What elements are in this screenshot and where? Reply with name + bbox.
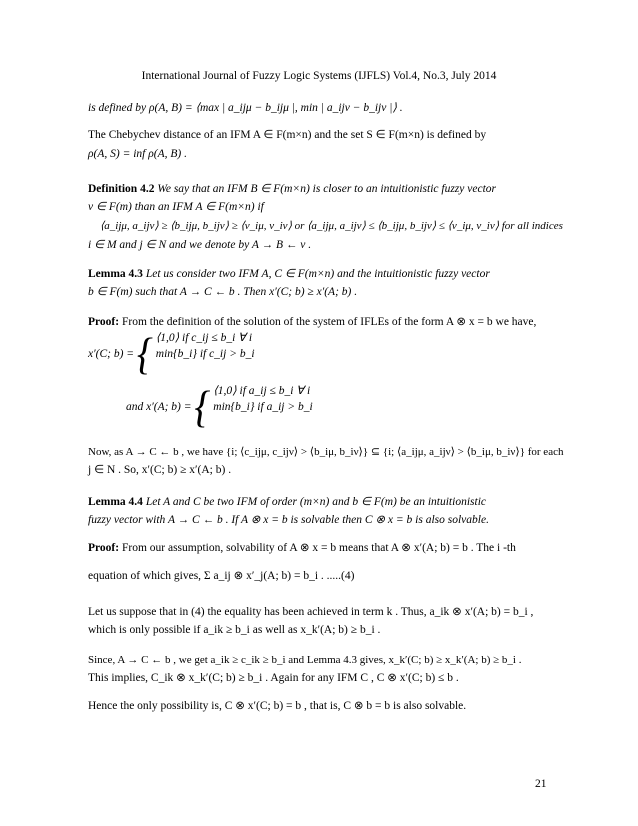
rho-definition-line: is defined by ρ(A, B) = ⟨max | a_ijμ − b_ijμ |, min | a_ijν − b_ijν |⟩ . [88, 102, 403, 114]
lemma-4-3 [88, 266, 558, 282]
lemma-4-4-body: Let A and C be two IFM of order (m×n) and b ∈ F(m) be an intuitionistic [142, 496, 486, 508]
eq2-lhs: and x′(A; b) = [126, 401, 192, 413]
definition-line-4: i ∈ M and j ∈ N and we denote by A → B ← v . [88, 239, 312, 251]
definition-line-3: ⟨a_ijμ, a_ijν⟩ ≥ ⟨b_ijμ, b_ijν⟩ ≥ ⟨v_iμ, v_iν⟩ or ⟨a_ijμ, a_ijν⟩ ≤ ⟨b_ijμ, b_ijν⟩ ≤ ⟨v_iμ, v_iν⟩ for all indices [100, 220, 563, 232]
running-header: International Journal of Fuzzy Logic Systems (IJFLS) Vol.4, No.3, July 2014 [141, 70, 497, 82]
lemma-4-4-title: Lemma 4.4 [88, 496, 143, 508]
lemma-4-3-title: Lemma 4.3 [88, 268, 143, 280]
definition-line-2: v ∈ F(m) than an IFM A ∈ F(m×n) if [88, 201, 264, 213]
eq2-cases [213, 383, 312, 431]
implies-line: This implies, C_ik ⊗ x_k′(C; b) ≥ b_i . Again for any IFM C , C ⊗ x′(C; b) ≤ b . [88, 672, 459, 684]
left-brace: { [136, 328, 153, 379]
definition-4-2 [88, 181, 558, 197]
eq1-case-1: ⟨1,0⟩ if c_ij ≤ b_i ∀ i [155, 332, 253, 344]
since-line: Since, A → C ← b , we get a_ik ≥ c_ik ≥ b_i and Lemma 4.3 gives, x_k′(C; b) ≥ x_k′(A; b) ≥ b_i . [88, 654, 522, 666]
proof-title: Proof: [88, 316, 120, 328]
proof-2-line [88, 540, 558, 556]
definition-title: Definition 4.2 [88, 183, 155, 195]
proof-1-line [88, 314, 558, 330]
equation-4-line: equation of which gives, Σ a_ij ⊗ x′_j(A; b) = b_i . .....(4) [88, 570, 355, 582]
eq2-case-2: min{b_i} if a_ij > b_i [213, 401, 313, 413]
lemma-4-4 [88, 494, 558, 510]
now-line-2: j ∈ N . So, x′(C; b) ≥ x′(A; b) . [88, 464, 232, 476]
eq2-case-1: ⟨1,0⟩ if a_ij ≤ b_i ∀ i [213, 385, 311, 397]
left-brace: { [194, 381, 211, 432]
proof-title: Proof: [88, 542, 120, 554]
equation-x-a [126, 383, 596, 431]
lemma-4-3-body: Let us consider two IFM A, C ∈ F(m×n) and the intuitionistic fuzzy vector [142, 268, 490, 280]
eq1-cases [156, 330, 255, 378]
equation-x-c [88, 330, 558, 378]
eq1-lhs: x′(C; b) = [88, 348, 135, 360]
rho-inf-line: ρ(A, S) = inf ρ(A, B) . [88, 148, 187, 160]
lemma-4-4-line-2: fuzzy vector with A → C ← b . If A ⊗ x = b is solvable then C ⊗ x = b is also solvable. [88, 514, 489, 526]
chebychev-line: The Chebychev distance of an IFM A ∈ F(m×n) and the set S ∈ F(m×n) is defined by [88, 129, 487, 141]
lemma-4-3-line-2: b ∈ F(m) such that A → C ← b . Then x′(C; b) ≥ x′(A; b) . [88, 286, 358, 298]
eq1-case-2: min{b_i} if c_ij > b_i [155, 348, 255, 360]
proof-body: From our assumption, solvability of A ⊗ x = b means that A ⊗ x′(A; b) = b . The i -th [119, 542, 516, 554]
proof-body: From the definition of the solution of the system of IFLEs of the form A ⊗ x = b we have, [119, 316, 537, 328]
now-line-1: Now, as A → C ← b , we have {i; ⟨c_ijμ, c_ijν⟩ > ⟨b_iμ, b_iν⟩} ⊆ {i; ⟨a_ijμ, a_ijν⟩ > ⟨b_iμ, b_iν⟩} for each [88, 446, 564, 458]
page-number: 21 [535, 778, 547, 790]
definition-body: We say that an IFM B ∈ F(m×n) is closer to an intuitionistic fuzzy vector [154, 183, 496, 195]
hence-line: Hence the only possibility is, C ⊗ x′(C; b) = b , that is, C ⊗ b = b is also solvable. [88, 700, 467, 712]
suppose-line: Let us suppose that in (4) the equality has been achieved in term k . Thus, a_ik ⊗ x′(A; b) = b_i , [88, 606, 534, 618]
possible-line: which is only possible if a_ik ≥ b_i as well as x_k′(A; b) ≥ b_i . [88, 624, 381, 636]
